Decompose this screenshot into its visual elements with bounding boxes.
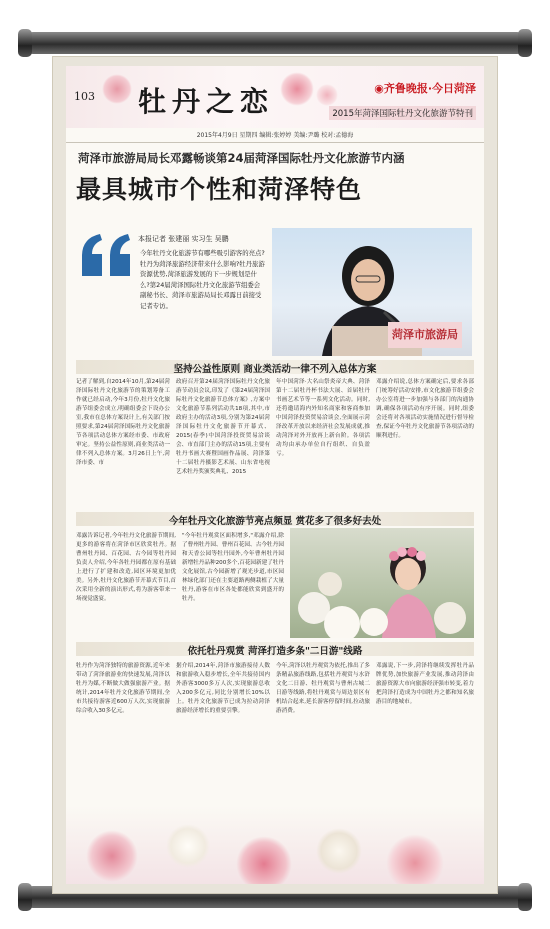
newspaper-page: [66, 66, 484, 884]
edition-label: 2015年菏泽国际牡丹文化旅游节特刊: [329, 106, 476, 120]
dateline: 2015年4月9日 星期四 编辑:张婷婷 美编:尹璐 校对:孟德海: [66, 130, 484, 143]
peony-icon: [386, 834, 444, 884]
section-heading-3: 依托牡丹观赏 菏泽打造多条"二日游"线路: [76, 642, 474, 656]
article-headline: 最具城市个性和菏泽特色: [76, 175, 363, 204]
body-column: 邓露介绍说,总体方案确定后,要求各部门统筹好活动安排,市文化旅游节组委会办公室将进一步加强与各部门的沟通协调,确保各项活动有序开展。同时,组委会还将对各项活动实施情况进行督导检查,保证今年牡丹文化旅游节各项活动的顺利进行。: [376, 379, 474, 439]
body-column: 政府召开第24届菏泽国际牡丹文化旅游节动员会议,印发了《第24届菏泽国际牡丹文化旅游节总体方案》,方案中文化旅游节系列活动共18项,其中,市政府主办的活动3项,分别为第24届菏泽国际牡丹文化旅游节开幕式、2015(春季)中国菏泽投资贸易洽谈会、市直部门主办的活动15项,主要有牡丹书画大赛暨国画作品展、菏泽第十二届牡丹摄影艺术展、山东省电视艺术牡丹奖颁奖典礼、2015: [176, 379, 270, 475]
scroll-backing: [52, 56, 498, 894]
peony-footer-decoration: [66, 806, 484, 884]
peony-scene: [290, 528, 474, 638]
peony-girl-photo: [290, 528, 474, 638]
section-title: 牡丹之恋: [138, 85, 275, 118]
bureau-nameplate: 菏泽市旅游局: [388, 322, 462, 348]
peony-icon: [102, 74, 132, 104]
body-column: 记者了解到,自2014年10月,第24届菏泽国际牡丹文化旅游节的策划筹备工作就已经启动,今年3月份,牡丹文化旅游节组委会成立,明确组委会下设办公室,我市在总体方案设计上,有关部门按照要求,第24届菏泽国际牡丹文化旅游节各项活动总体方案经市委、市政府审定。坚持公益性原则,商业类活动一律不列入总体方案。3月26日上午,菏泽市委、市: [76, 379, 170, 466]
body-column: 邓露告诉记者,今年牡丹文化旅游节期间,更多的游客将在菏泽市区欣赏牡丹。据曹州牡丹园、百花园、古今园等牡丹园负责人介绍,今年各牡丹园都在原有基础上进行了扩建和改造,园区环境更加优美。另外,牡丹文化旅游节开幕式节目,首次采用全新的演出形式,将为游客带来一场视觉盛宴。: [76, 533, 176, 602]
masthead: [66, 66, 484, 128]
lead-paragraph: 今年牡丹文化旅游节有哪些吸引游客的亮点?牡丹为菏泽旅游经济带来什么影响?牡丹旅游资源优势,菏泽旅游发展的下一步规划是什么?第24届菏泽国际牡丹文化旅游节组委会副秘书长、菏泽市旅游局局长邓露日前接受记者专访。: [140, 249, 265, 310]
body-column: 今年,菏泽以牡丹观赏为依托,推出了多条精品旅游线路,包括牡丹观赏与水浒文化二日游、牡丹观赏与曹州古城二日游等线路,将牡丹观赏与周边景区有机结合起来,延长游客停留时间,拉动旅游消费。: [276, 663, 370, 714]
article-subtitle: 菏泽市旅游局局长邓露畅谈第24届菏泽国际牡丹文化旅游节内涵: [78, 151, 405, 165]
body-column: 据介绍,2014年,菏泽市旅游接待人数和旅游收入稳步增长,全年共接待国内外游客3000多万人次,实现旅游总收入200多亿元,同比分别增长10%以上。牡丹文化旅游节已成为拉动菏泽旅游经济增长的重要引擎。: [176, 663, 270, 714]
body-column: 邓露说,下一步,菏泽将继续发挥牡丹品牌优势,加快旅游产业发展,推动菏泽由旅游资源大市向旅游经济强市转变,着力把菏泽打造成为中国牡丹之都和知名旅游目的地城市。: [376, 663, 474, 705]
quote-mark-icon: [78, 232, 136, 278]
peony-icon: [86, 830, 138, 882]
body-column: 牡丹作为菏泽独特的旅游资源,近年来带动了菏泽旅游业的快速发展,菏泽以牡丹为媒,不断做大做强旅游产业。据统计,2014年牡丹文化旅游节期间,全市共接待游客近600万人次,实现旅游综合收入30多亿元。: [76, 663, 170, 714]
interview-photo: [272, 228, 472, 356]
peony-icon: [166, 824, 210, 868]
peony-icon: [316, 84, 338, 106]
peony-icon: [236, 836, 292, 884]
peony-icon: [280, 72, 314, 106]
peony-icon: [316, 828, 362, 874]
body-column: "今年牡丹观赏区面积增多,"邓露介绍,除了曹州牡丹园、曹州百花园、古今牡丹园和天香公园等牡丹园外,今年曹州牡丹园新增牡丹品种200多个,百花园新建了牡丹文化展馆,古今园新增了观光步道,市区园林绿化部门还在主要道路两侧栽植了大量牡丹,游客在市区各处都能欣赏到盛开的牡丹。: [182, 533, 284, 602]
byline: 本报记者 张建丽 实习生 吴鹏: [138, 235, 229, 243]
section-heading-2: 今年牡丹文化旅游节亮点频显 赏花多了很多好去处: [76, 512, 474, 526]
section-heading-1: 坚持公益性原则 商业类活动一律不列入总体方案: [76, 360, 474, 374]
paper-logo: ◉齐鲁晚报·今日菏泽: [374, 82, 476, 95]
scroll-top-rod: [22, 32, 528, 54]
page-number: 103: [74, 90, 95, 103]
body-column: 年中国菏泽·大名山祭炎帝大典、菏泽第十二届牡丹杯书法大展、首届牡丹书画艺术节等一系列文化活动。同时,还将邀请海内外知名商家和客商参加中国菏泽投资贸易洽谈会,全面展示菏泽改革开放以来经济社会发展成就,推动菏泽对外开放再上新台阶。各项活动均由承办单位自行组织、自负盈亏。: [276, 379, 370, 457]
